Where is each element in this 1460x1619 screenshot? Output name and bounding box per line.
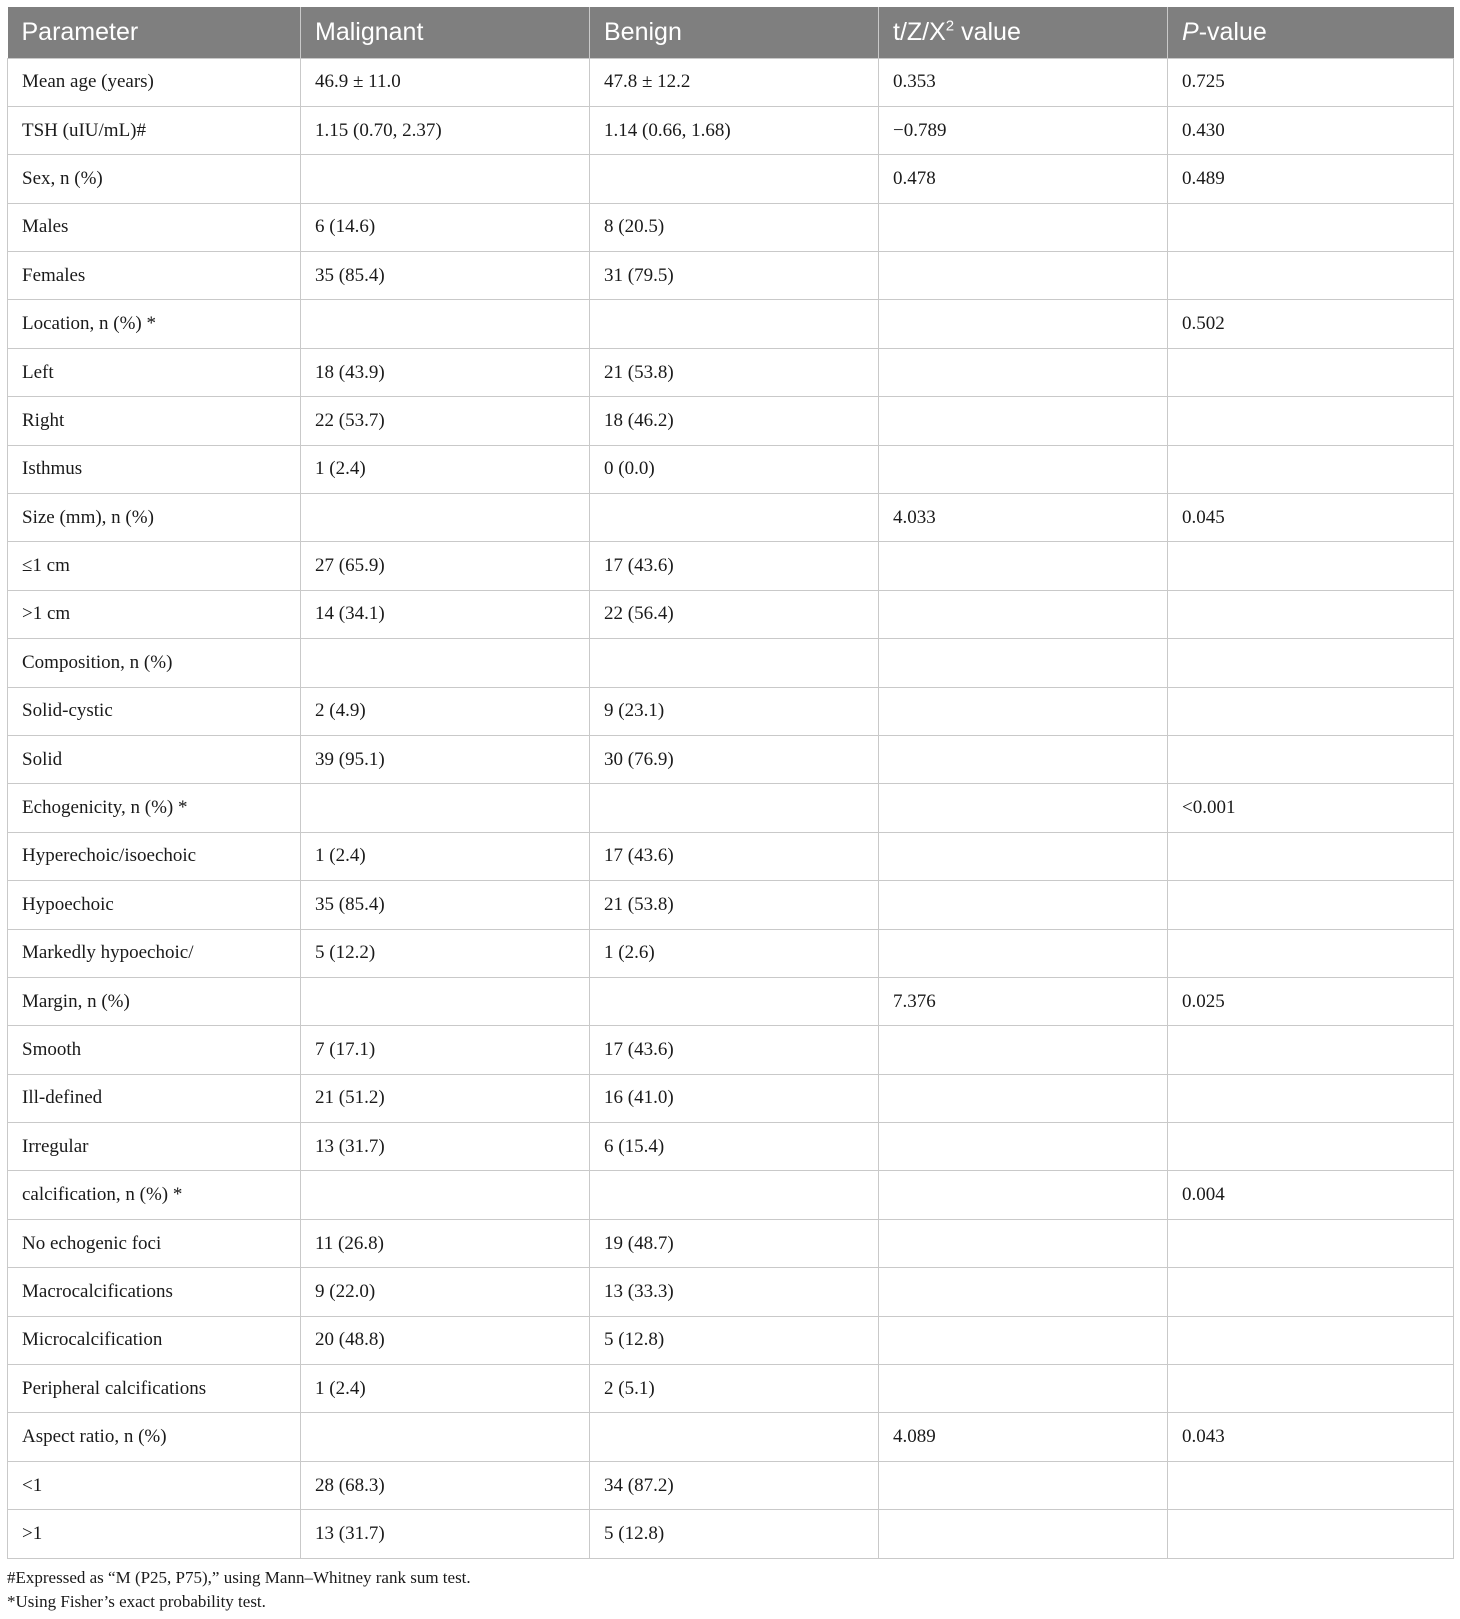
table-row (8, 977, 1454, 1025)
cell-benign: 13 (33.3) (590, 1268, 879, 1316)
cell-benign (590, 1171, 879, 1219)
table-row (8, 1219, 1454, 1267)
cell-malignant (301, 1413, 590, 1461)
cell-statistic (879, 300, 1168, 348)
cell-benign: 1.14 (0.66, 1.68) (590, 106, 879, 154)
table-row (8, 494, 1454, 542)
cell-parameter: >1 cm (8, 590, 301, 638)
cell-malignant: 28 (68.3) (301, 1461, 590, 1509)
header-test-statistic (879, 7, 1168, 58)
cell-parameter: Microcalcification (8, 1316, 301, 1364)
cell-p-value (1168, 1461, 1454, 1509)
cell-benign (590, 300, 879, 348)
header-stat-label: t/Z/X (893, 17, 946, 46)
table-row (8, 1461, 1454, 1509)
cell-benign: 9 (23.1) (590, 687, 879, 735)
table-row (8, 542, 1454, 590)
cell-statistic: 7.376 (879, 977, 1168, 1025)
cell-malignant: 1 (2.4) (301, 1365, 590, 1413)
data-table (7, 7, 1454, 1559)
cell-malignant: 21 (51.2) (301, 1074, 590, 1122)
cell-parameter: ≤1 cm (8, 542, 301, 590)
footnote-star: *Using Fisher’s exact probability test. (7, 1592, 266, 1611)
cell-parameter: calcification, n (%) * (8, 1171, 301, 1219)
cell-parameter: Markedly hypoechoic/ (8, 929, 301, 977)
table-header (8, 7, 1454, 58)
cell-p-value (1168, 639, 1454, 687)
table-row (8, 1365, 1454, 1413)
cell-malignant: 6 (14.6) (301, 203, 590, 251)
header-benign: Benign (590, 7, 879, 58)
cell-benign: 47.8 ± 12.2 (590, 58, 879, 106)
cell-malignant: 1 (2.4) (301, 832, 590, 880)
cell-statistic (879, 590, 1168, 638)
table-row (8, 1510, 1454, 1558)
cell-benign (590, 494, 879, 542)
header-stat-superscript: 2 (945, 17, 955, 35)
cell-p-value (1168, 397, 1454, 445)
cell-malignant: 35 (85.4) (301, 881, 590, 929)
cell-parameter: Size (mm), n (%) (8, 494, 301, 542)
cell-p-value: 0.502 (1168, 300, 1454, 348)
cell-statistic (879, 1316, 1168, 1364)
cell-malignant: 18 (43.9) (301, 348, 590, 396)
cell-malignant: 1.15 (0.70, 2.37) (301, 106, 590, 154)
cell-statistic (879, 1365, 1168, 1413)
cell-statistic: 4.033 (879, 494, 1168, 542)
cell-p-value (1168, 832, 1454, 880)
cell-malignant: 39 (95.1) (301, 735, 590, 783)
table-row (8, 1074, 1454, 1122)
cell-statistic (879, 1074, 1168, 1122)
cell-statistic (879, 735, 1168, 783)
cell-benign: 6 (15.4) (590, 1123, 879, 1171)
cell-malignant: 9 (22.0) (301, 1268, 590, 1316)
header-stat-suffix: value (954, 17, 1021, 46)
cell-p-value: 0.004 (1168, 1171, 1454, 1219)
cell-parameter: Echogenicity, n (%) * (8, 784, 301, 832)
table-row (8, 1268, 1454, 1316)
cell-benign: 17 (43.6) (590, 542, 879, 590)
cell-parameter: Margin, n (%) (8, 977, 301, 1025)
cell-benign: 5 (12.8) (590, 1316, 879, 1364)
cell-malignant: 1 (2.4) (301, 445, 590, 493)
cell-malignant: 13 (31.7) (301, 1123, 590, 1171)
cell-malignant: 27 (65.9) (301, 542, 590, 590)
cell-parameter: Peripheral calcifications (8, 1365, 301, 1413)
cell-malignant (301, 1171, 590, 1219)
cell-parameter: Solid-cystic (8, 687, 301, 735)
cell-parameter: Right (8, 397, 301, 445)
cell-parameter: Macrocalcifications (8, 1268, 301, 1316)
cell-p-value: 0.025 (1168, 977, 1454, 1025)
cell-statistic (879, 639, 1168, 687)
cell-p-value (1168, 252, 1454, 300)
cell-benign: 21 (53.8) (590, 348, 879, 396)
cell-benign: 17 (43.6) (590, 832, 879, 880)
cell-malignant: 13 (31.7) (301, 1510, 590, 1558)
cell-benign: 18 (46.2) (590, 397, 879, 445)
cell-malignant: 11 (26.8) (301, 1219, 590, 1267)
cell-parameter: <1 (8, 1461, 301, 1509)
cell-benign (590, 155, 879, 203)
cell-benign: 16 (41.0) (590, 1074, 879, 1122)
cell-statistic (879, 1123, 1168, 1171)
table-row (8, 1413, 1454, 1461)
cell-parameter: Mean age (years) (8, 58, 301, 106)
cell-parameter: Hypoechoic (8, 881, 301, 929)
cell-p-value: 0.045 (1168, 494, 1454, 542)
cell-p-value: 0.043 (1168, 1413, 1454, 1461)
cell-malignant (301, 977, 590, 1025)
cell-parameter: Males (8, 203, 301, 251)
table-row (8, 397, 1454, 445)
table-row (8, 252, 1454, 300)
cell-benign: 8 (20.5) (590, 203, 879, 251)
cell-statistic (879, 397, 1168, 445)
cell-parameter: Females (8, 252, 301, 300)
cell-p-value (1168, 881, 1454, 929)
cell-malignant: 5 (12.2) (301, 929, 590, 977)
cell-statistic: −0.789 (879, 106, 1168, 154)
cell-malignant (301, 155, 590, 203)
cell-parameter: TSH (uIU/mL)# (8, 106, 301, 154)
cell-p-value (1168, 590, 1454, 638)
table-row (8, 687, 1454, 735)
cell-malignant (301, 639, 590, 687)
cell-statistic: 0.353 (879, 58, 1168, 106)
header-parameter: Parameter (8, 7, 301, 58)
cell-statistic (879, 784, 1168, 832)
cell-parameter: Location, n (%) * (8, 300, 301, 348)
table-row (8, 639, 1454, 687)
header-row (8, 7, 1454, 58)
table-row (8, 203, 1454, 251)
cell-parameter: Sex, n (%) (8, 155, 301, 203)
cell-benign (590, 1413, 879, 1461)
cell-p-value (1168, 203, 1454, 251)
table-row (8, 58, 1454, 106)
cell-p-value (1168, 735, 1454, 783)
cell-parameter: Composition, n (%) (8, 639, 301, 687)
cell-benign (590, 977, 879, 1025)
cell-parameter: Hyperechoic/isoechoic (8, 832, 301, 880)
cell-statistic (879, 542, 1168, 590)
table-row (8, 881, 1454, 929)
table-row (8, 1316, 1454, 1364)
cell-statistic: 0.478 (879, 155, 1168, 203)
cell-parameter: No echogenic foci (8, 1219, 301, 1267)
cell-parameter: Aspect ratio, n (%) (8, 1413, 301, 1461)
cell-benign: 22 (56.4) (590, 590, 879, 638)
cell-p-value (1168, 542, 1454, 590)
cell-benign: 21 (53.8) (590, 881, 879, 929)
cell-parameter: >1 (8, 1510, 301, 1558)
cell-malignant: 35 (85.4) (301, 252, 590, 300)
cell-p-value (1168, 1074, 1454, 1122)
cell-malignant: 7 (17.1) (301, 1026, 590, 1074)
cell-malignant (301, 494, 590, 542)
header-p-italic: P (1182, 17, 1199, 46)
cell-malignant: 2 (4.9) (301, 687, 590, 735)
header-p-suffix: -value (1198, 17, 1267, 46)
table-row (8, 590, 1454, 638)
cell-benign: 19 (48.7) (590, 1219, 879, 1267)
cell-malignant: 20 (48.8) (301, 1316, 590, 1364)
cell-malignant: 14 (34.1) (301, 590, 590, 638)
cell-statistic (879, 348, 1168, 396)
table-row (8, 1026, 1454, 1074)
cell-statistic (879, 929, 1168, 977)
cell-p-value: 0.725 (1168, 58, 1454, 106)
cell-statistic (879, 1461, 1168, 1509)
cell-p-value: 0.489 (1168, 155, 1454, 203)
cell-benign: 31 (79.5) (590, 252, 879, 300)
cell-statistic (879, 1171, 1168, 1219)
header-malignant: Malignant (301, 7, 590, 58)
cell-benign (590, 639, 879, 687)
table-body (8, 58, 1454, 1558)
cell-benign: 2 (5.1) (590, 1365, 879, 1413)
cell-statistic (879, 1510, 1168, 1558)
table-row (8, 784, 1454, 832)
cell-statistic (879, 252, 1168, 300)
cell-statistic (879, 881, 1168, 929)
cell-p-value (1168, 1268, 1454, 1316)
cell-benign: 0 (0.0) (590, 445, 879, 493)
cell-benign: 17 (43.6) (590, 1026, 879, 1074)
cell-p-value (1168, 687, 1454, 735)
cell-p-value (1168, 1365, 1454, 1413)
cell-parameter: Irregular (8, 1123, 301, 1171)
table-row (8, 106, 1454, 154)
cell-p-value (1168, 1316, 1454, 1364)
cell-statistic (879, 832, 1168, 880)
cell-p-value (1168, 929, 1454, 977)
cell-malignant: 22 (53.7) (301, 397, 590, 445)
cell-p-value (1168, 348, 1454, 396)
table-row (8, 735, 1454, 783)
table-row (8, 1171, 1454, 1219)
cell-benign: 1 (2.6) (590, 929, 879, 977)
cell-malignant (301, 784, 590, 832)
table-row (8, 929, 1454, 977)
cell-parameter: Left (8, 348, 301, 396)
cell-benign (590, 784, 879, 832)
cell-p-value (1168, 1123, 1454, 1171)
table-row (8, 832, 1454, 880)
cell-benign: 34 (87.2) (590, 1461, 879, 1509)
cell-statistic (879, 1268, 1168, 1316)
cell-malignant (301, 300, 590, 348)
cell-statistic (879, 1219, 1168, 1267)
cell-benign: 5 (12.8) (590, 1510, 879, 1558)
cell-p-value (1168, 1219, 1454, 1267)
cell-p-value (1168, 1026, 1454, 1074)
footnote-hash: #Expressed as “M (P25, P75),” using Mann–Whitney rank sum test. (7, 1568, 471, 1587)
cell-p-value: 0.430 (1168, 106, 1454, 154)
table-row (8, 1123, 1454, 1171)
cell-benign: 30 (76.9) (590, 735, 879, 783)
table-row (8, 300, 1454, 348)
cell-parameter: Smooth (8, 1026, 301, 1074)
cell-parameter: Isthmus (8, 445, 301, 493)
table-row (8, 445, 1454, 493)
table-row (8, 348, 1454, 396)
table-row (8, 155, 1454, 203)
cell-p-value (1168, 445, 1454, 493)
cell-parameter: Solid (8, 735, 301, 783)
data-table-container (7, 7, 1453, 1559)
cell-statistic (879, 687, 1168, 735)
cell-statistic: 4.089 (879, 1413, 1168, 1461)
cell-p-value (1168, 1510, 1454, 1558)
cell-statistic (879, 1026, 1168, 1074)
cell-statistic (879, 445, 1168, 493)
header-p-value (1168, 7, 1454, 58)
cell-p-value: <0.001 (1168, 784, 1454, 832)
cell-parameter: Ill-defined (8, 1074, 301, 1122)
cell-statistic (879, 203, 1168, 251)
cell-malignant: 46.9 ± 11.0 (301, 58, 590, 106)
